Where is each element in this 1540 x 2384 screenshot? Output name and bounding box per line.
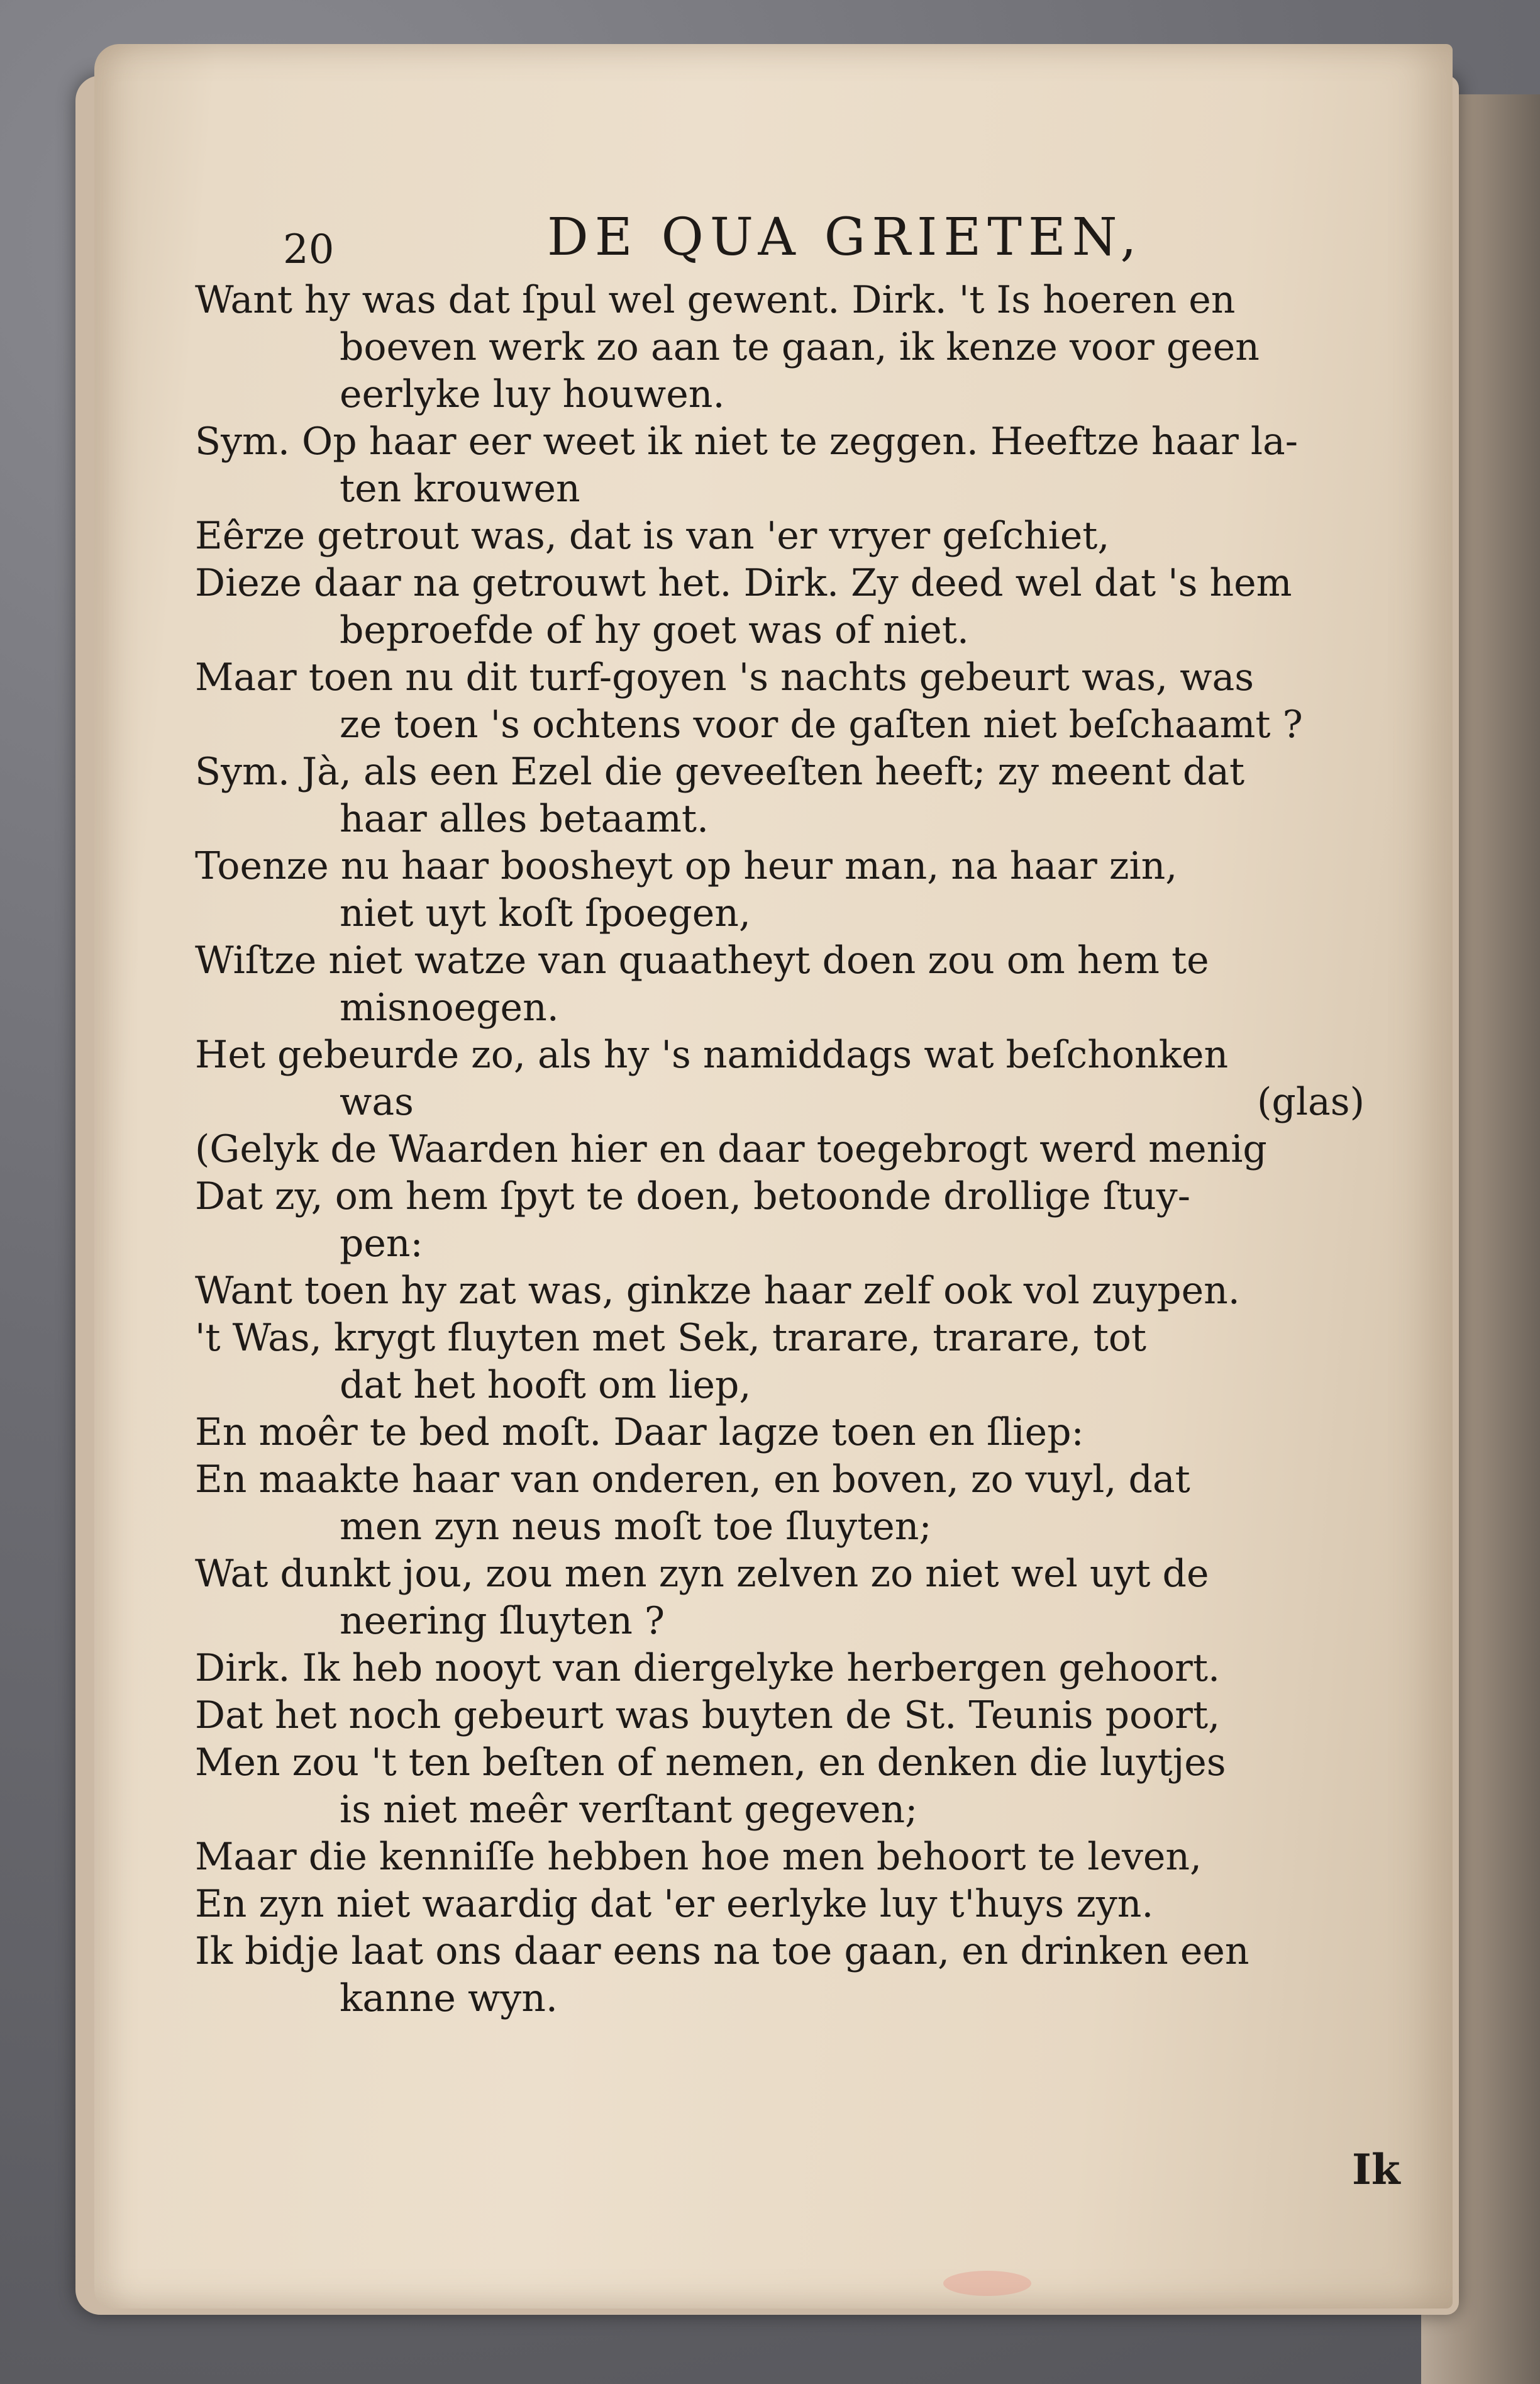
text-line [195,1739,1390,1786]
text-line [195,324,1390,371]
text-line [195,984,1390,1032]
line-text: En zyn niet waardig dat 'er eerlyke luy t'huys zyn. [195,1882,1154,1926]
text-line [195,1315,1390,1362]
page-stain [943,2271,1031,2296]
line-text: (Gelyk de Waarden hier en daar toegebrogt werd menig [195,1127,1267,1171]
line-text: is niet meêr verſtant gegeven; [340,1788,918,1832]
line-text: Want toen hy zat was, ginkze haar zelf ook vol zuypen. [195,1269,1240,1313]
line-text: Want hy was dat ſpul wel gewent. Dirk. 't Is hoeren en [195,278,1236,322]
text-line [195,513,1390,560]
line-text: niet uyt koſt ſpoegen, [340,891,751,935]
line-text: misnoegen. [340,986,559,1030]
line-text: Maar toen nu dit turf-goyen 's nachts gebeurt was, was [195,655,1255,699]
line-text: neering ſluyten ? [340,1599,665,1643]
line-text: Men zou 't ten beſten of nemen, en denken die luytjes [195,1741,1226,1785]
line-text: Sym. Op haar eer weet ik niet te zeggen. Heeftze haar la- [195,420,1299,464]
text-line [195,418,1390,465]
text-line [195,1692,1390,1739]
text-line [195,1881,1390,1928]
text-line [195,371,1390,418]
line-text: Dieze daar na getrouwt het. Dirk. Zy deed wel dat 's hem [195,561,1292,605]
line-text: dat het hooft om liep, [340,1363,751,1407]
text-line [195,1645,1390,1692]
text-line [195,796,1390,843]
text-line [195,1362,1390,1409]
line-text: eerlyke luy houwen. [340,372,725,416]
line-text: Ik bidje laat ons daar eens na toe gaan, en drinken een [195,1929,1249,1973]
text-block [195,201,1390,2022]
page-header [195,201,1390,277]
text-line [195,749,1390,796]
line-text: ze toen 's ochtens voor de gaſten niet beſchaamt ? [340,703,1303,747]
text-line [195,465,1390,513]
text-line [195,607,1390,654]
text-line [195,560,1390,607]
text-line [195,843,1390,890]
text-lines [195,277,1390,2022]
line-text: kanne wyn. [340,1976,558,2020]
line-text: boeven werk zo aan te gaan, ik kenze voor geen [340,325,1260,369]
text-line [195,890,1390,937]
line-text: pen: [340,1222,423,1266]
catchword: Ik [1352,2145,1400,2194]
line-text: Wiſtze niet watze van quaatheyt doen zou om hem te [195,939,1209,983]
text-line [195,1456,1390,1503]
text-line [195,1834,1390,1881]
text-line [195,701,1390,749]
line-text: men zyn neus moſt toe ſluyten; [340,1505,932,1549]
line-text: Sym. Jà, als een Ezel die geveeſten heeft; zy meent dat [195,750,1245,794]
line-text: beproefde of hy goet was of niet. [340,608,969,652]
running-title: DE QUA GRIETEN, [547,208,1143,267]
line-right-text: (glas) [1257,1080,1365,1124]
text-line [195,1975,1390,2022]
text-line [195,654,1390,701]
line-text: Eêrze getrout was, dat is van 'er vryer geſchiet, [195,514,1110,558]
text-line [195,277,1390,324]
text-line [195,1126,1390,1173]
text-line [195,1267,1390,1315]
line-text: Maar die kenniſſe hebben hoe men behoort te leven, [195,1835,1202,1879]
line-text: En maakte haar van onderen, en boven, zo vuyl, dat [195,1457,1190,1501]
line-text: Het gebeurde zo, als hy 's namiddags wat beſchonken [195,1033,1229,1077]
book-page [94,44,1453,2309]
line-text: Dat zy, om hem ſpyt te doen, betoonde drollige ſtuy- [195,1174,1190,1218]
text-line [195,1928,1390,1975]
line-text: was [340,1080,414,1124]
line-text: Wat dunkt jou, zou men zyn zelven zo niet wel uyt de [195,1552,1209,1596]
page-number: 20 [283,226,335,273]
text-line [195,1551,1390,1598]
text-line [195,1220,1390,1267]
text-line [195,937,1390,984]
text-line [195,1173,1390,1220]
line-text: Toenze nu haar boosheyt op heur man, na haar zin, [195,844,1178,888]
line-text: ten krouwen [340,467,580,511]
text-line [195,1503,1390,1551]
line-text: En moêr te bed moſt. Daar lagze toen en ſliep: [195,1410,1084,1454]
line-text: Dirk. Ik heb nooyt van diergelyke herbergen gehoort. [195,1646,1221,1690]
line-text: Dat het noch gebeurt was buyten de St. Teunis poort, [195,1693,1221,1737]
text-line [195,1079,1390,1126]
text-line [195,1032,1390,1079]
line-text: 't Was, krygt fluyten met Sek, trarare, trarare, tot [195,1316,1147,1360]
text-line [195,1598,1390,1645]
line-text: haar alles betaamt. [340,797,709,841]
text-line [195,1409,1390,1456]
text-line [195,1786,1390,1834]
